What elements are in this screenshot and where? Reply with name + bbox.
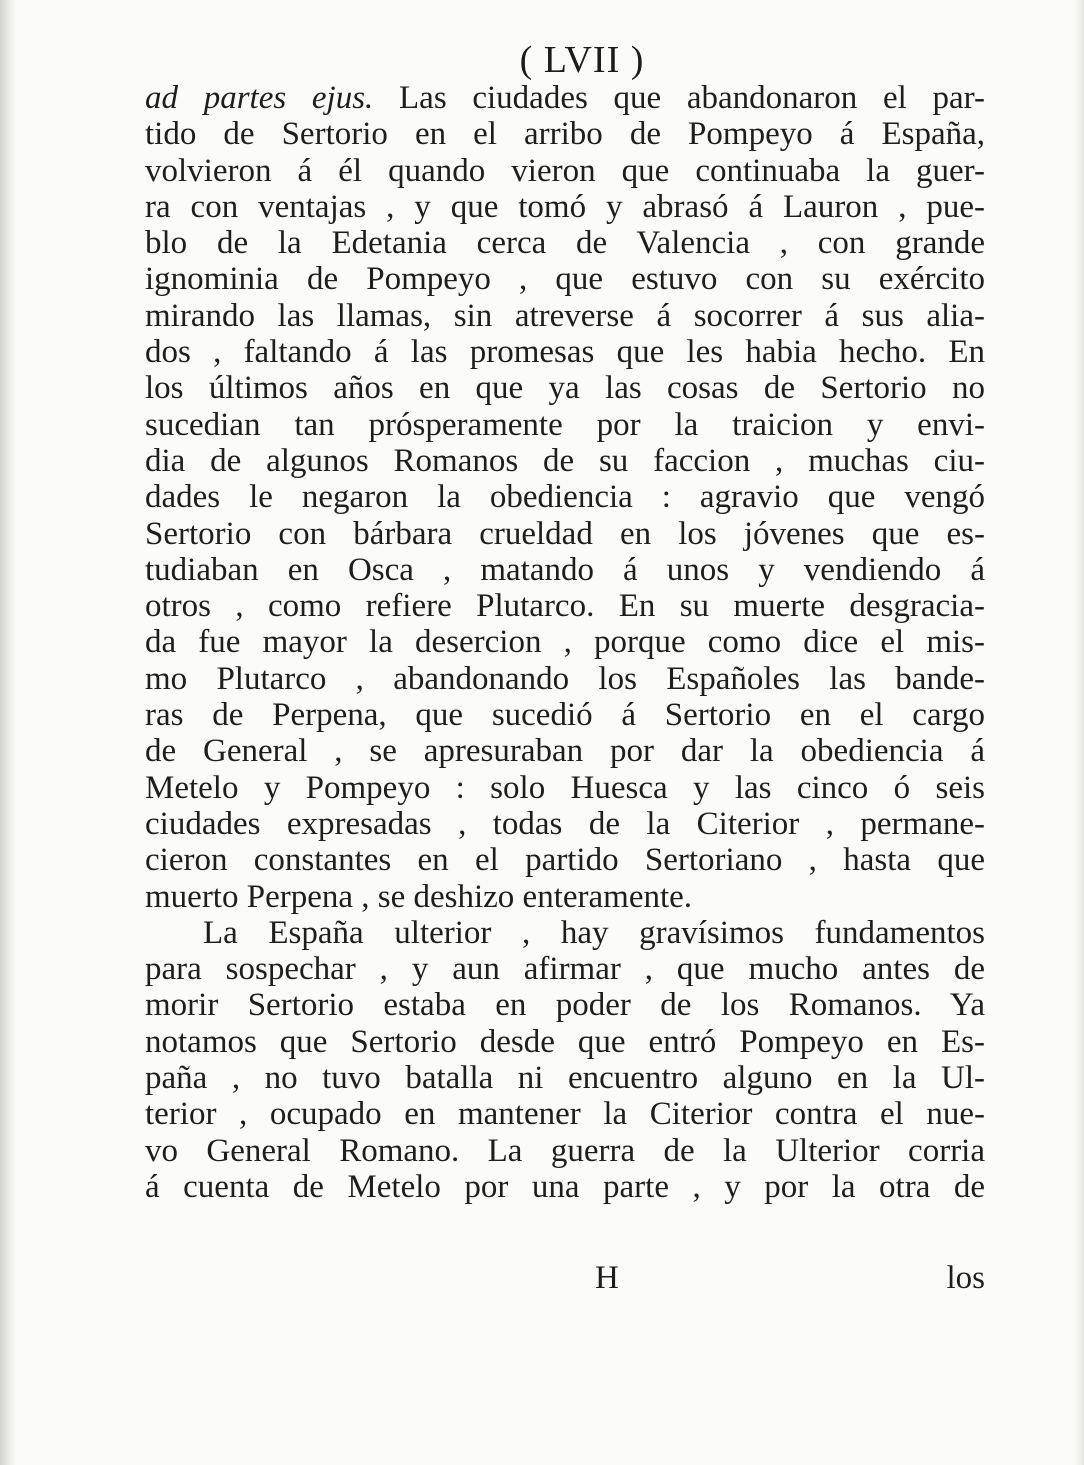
catchword: los xyxy=(946,1260,985,1296)
signature-mark: H xyxy=(595,1260,619,1296)
page-footer xyxy=(145,1260,985,1300)
text-line: dades le negaron la obediencia : agravio que vengó xyxy=(145,479,985,516)
text-line: blo de la Edetania cerca de Valencia , con grande xyxy=(145,225,985,262)
text-line: terior , ocupado en mantener la Citerior contra el nue- xyxy=(145,1096,985,1133)
text-line: los últimos años en que ya las cosas de Sertorio no xyxy=(145,370,985,407)
text-line: mirando las llamas, sin atreverse á socorrer á sus alia- xyxy=(145,297,985,334)
first-line-rest: Las ciudades que abandonaron el par- xyxy=(373,80,985,116)
text-line: vo General Romano. La guerra de la Ulterior corria xyxy=(145,1132,985,1169)
lemma-italic: ad partes ejus. xyxy=(145,80,374,116)
page-edge-shadow xyxy=(1074,0,1084,1465)
text-line: ras de Perpena, que sucedió á Sertorio en el cargo xyxy=(145,697,985,734)
text-line: de General , se apresuraban por dar la obediencia á xyxy=(145,733,985,770)
text-line: muerto Perpena , se deshizo enteramente. xyxy=(145,878,693,915)
text-line: tudiaban en Osca , matando á unos y vendiendo á xyxy=(145,551,985,588)
text-line: otros , como refiere Plutarco. En su muerte desgracia- xyxy=(145,588,985,625)
text-line: notamos que Sertorio desde que entró Pompeyo en Es- xyxy=(145,1023,985,1060)
text-line: dia de algunos Romanos de su faccion , muchas ciu- xyxy=(145,442,985,479)
text-line: cieron constantes en el partido Sertoriano , hasta que xyxy=(145,842,985,879)
text-line: paña , no tuvo batalla ni encuentro alguno en la Ul- xyxy=(145,1060,985,1097)
text-line: dos , faltando á las promesas que les habia hecho. En xyxy=(145,334,985,371)
text-line: ignominia de Pompeyo , que estuvo con su exército xyxy=(145,261,985,298)
text-line: Metelo y Pompeyo : solo Huesca y las cinco ó seis xyxy=(145,769,985,806)
body-text xyxy=(145,80,985,1205)
text-line-1 xyxy=(145,80,985,116)
text-line: La España ulterior , hay gravísimos fundamentos xyxy=(203,914,985,951)
text-line: morir Sertorio estaba en poder de los Romanos. Ya xyxy=(145,987,985,1024)
page-number: ( LVII ) xyxy=(519,39,645,81)
text-line: Sertorio con bárbara crueldad en los jóvenes que es- xyxy=(145,515,985,552)
text-line: á cuenta de Metelo por una parte , y por la otra de xyxy=(145,1168,985,1205)
text-line: ra con ventajas , y que tomó y abrasó á Lauron , pue- xyxy=(145,188,985,225)
text-line: ciudades expresadas , todas de la Citerior , permane- xyxy=(145,805,985,842)
text-line: volvieron á él quando vieron que continuaba la guer- xyxy=(145,152,985,189)
text-line: mo Plutarco , abandonando los Españoles las bande- xyxy=(145,660,985,697)
text-line: tido de Sertorio en el arribo de Pompeyo á España, xyxy=(145,116,985,153)
page-gutter-shadow xyxy=(0,0,16,1465)
text-line: da fue mayor la desercion , porque como dice el mis- xyxy=(145,624,985,661)
text-line: para sospechar , y aun afirmar , que mucho antes de xyxy=(145,951,985,988)
text-line: sucedian tan prósperamente por la traicion y envi- xyxy=(145,406,985,443)
